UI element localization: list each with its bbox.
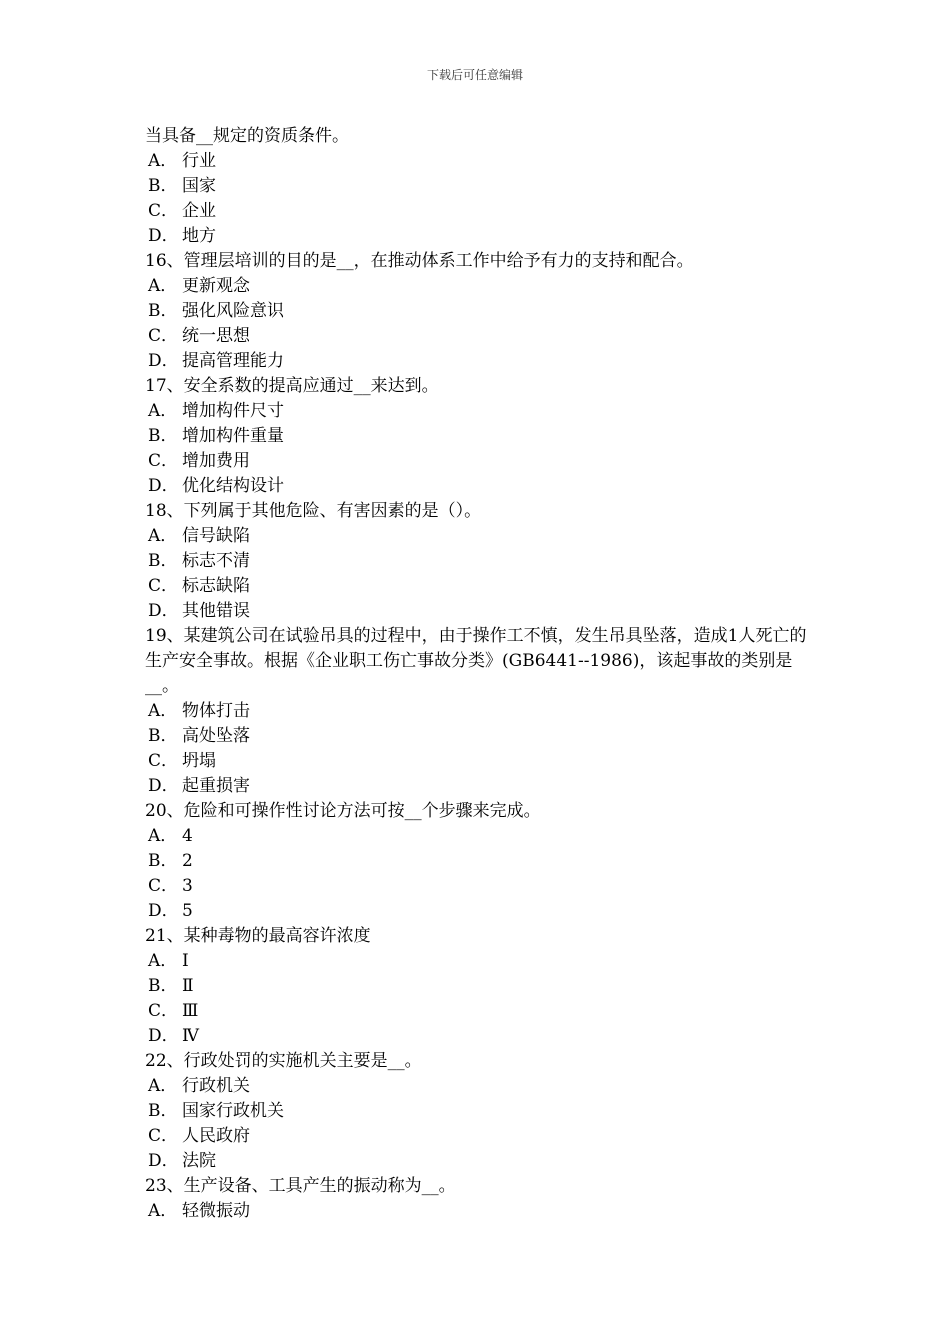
option-text: 2 — [182, 851, 193, 871]
option-d — [145, 474, 810, 499]
option-letter: B． — [148, 726, 178, 746]
option-c — [145, 199, 810, 224]
option-letter: A． — [148, 151, 178, 171]
option-text: 更新观念 — [182, 276, 250, 296]
option-text: 信号缺陷 — [182, 526, 250, 546]
option-text: 地方 — [182, 226, 216, 246]
option-letter: B． — [148, 301, 178, 321]
option-letter: A． — [148, 1201, 178, 1221]
option-text: 标志不清 — [182, 551, 250, 571]
option-b — [145, 849, 810, 874]
option-letter: C． — [148, 1001, 179, 1021]
question-stem: 19、某建筑公司在试验吊具的过程中，由于操作工不慎，发生吊具坠落，造成1人死亡的生产安全事故。根据《企业职工伤亡事故分类》(GB6441--1986)，该起事故的类别是__。 — [145, 626, 807, 696]
question-stem: 20、危险和可操作性讨论方法可按__个步骤来完成。 — [145, 801, 541, 821]
question-stem: 23、生产设备、工具产生的振动称为__。 — [145, 1176, 456, 1196]
option-text: 法院 — [182, 1151, 216, 1171]
option-a — [145, 524, 810, 549]
option-c — [145, 999, 810, 1024]
option-letter: D． — [148, 601, 179, 621]
option-d — [145, 224, 810, 249]
option-letter: A． — [148, 701, 178, 721]
option-d — [145, 1024, 810, 1049]
option-letter: D． — [148, 1151, 179, 1171]
option-text: 增加构件重量 — [182, 426, 284, 446]
option-c — [145, 324, 810, 349]
option-text: 增加构件尺寸 — [182, 401, 284, 421]
option-b — [145, 974, 810, 999]
option-a — [145, 149, 810, 174]
option-a — [145, 274, 810, 299]
option-letter: B． — [148, 851, 178, 871]
option-letter: D． — [148, 901, 179, 921]
option-b — [145, 549, 810, 574]
option-letter: D． — [148, 226, 179, 246]
option-text: 5 — [182, 901, 193, 921]
option-text: Ⅲ — [182, 1001, 199, 1021]
option-text: 标志缺陷 — [182, 576, 250, 596]
option-letter: C． — [148, 451, 179, 471]
option-a — [145, 1074, 810, 1099]
option-letter: C． — [148, 876, 179, 896]
option-text: 强化风险意识 — [182, 301, 284, 321]
option-text: 优化结构设计 — [182, 476, 284, 496]
option-letter: A． — [148, 826, 178, 846]
option-text: Ⅱ — [182, 976, 194, 996]
option-a — [145, 824, 810, 849]
option-d — [145, 349, 810, 374]
option-b — [145, 724, 810, 749]
document-body — [145, 124, 810, 1224]
option-b — [145, 174, 810, 199]
option-d — [145, 899, 810, 924]
page-header: 下载后可任意编辑 — [426, 68, 523, 82]
option-text: 统一思想 — [182, 326, 250, 346]
option-text: 坍塌 — [182, 751, 216, 771]
option-letter: C． — [148, 201, 179, 221]
option-letter: B． — [148, 551, 178, 571]
option-letter: A． — [148, 951, 178, 971]
option-d — [145, 774, 810, 799]
option-letter: D． — [148, 351, 179, 371]
option-b — [145, 1099, 810, 1124]
option-text: 增加费用 — [182, 451, 250, 471]
option-text: 企业 — [182, 201, 216, 221]
option-b — [145, 424, 810, 449]
option-letter: A． — [148, 401, 178, 421]
option-letter: B． — [148, 1101, 178, 1121]
option-c — [145, 574, 810, 599]
option-letter: A． — [148, 276, 178, 296]
option-text: Ⅳ — [182, 1026, 199, 1046]
question-stem: 22、行政处罚的实施机关主要是__。 — [145, 1051, 422, 1071]
option-letter: D． — [148, 476, 179, 496]
option-text: 国家行政机关 — [182, 1101, 284, 1121]
option-text: 轻微振动 — [182, 1201, 250, 1221]
option-text: 提高管理能力 — [182, 351, 284, 371]
option-a — [145, 1199, 810, 1224]
option-letter: C． — [148, 326, 179, 346]
option-letter: B． — [148, 176, 178, 196]
option-text: 行业 — [182, 151, 216, 171]
option-d — [145, 599, 810, 624]
option-a — [145, 399, 810, 424]
option-text: 4 — [182, 826, 193, 846]
option-text: 3 — [182, 876, 193, 896]
option-letter: B． — [148, 976, 178, 996]
option-letter: D． — [148, 1026, 179, 1046]
question-stem: 17、安全系数的提高应通过__来达到。 — [145, 376, 439, 396]
option-c — [145, 874, 810, 899]
option-c — [145, 449, 810, 474]
question-stem: 16、管理层培训的目的是__，在推动体系工作中给予有力的支持和配合。 — [145, 251, 694, 271]
option-text: 其他错误 — [182, 601, 250, 621]
option-letter: B． — [148, 426, 178, 446]
option-letter: C． — [148, 576, 179, 596]
option-d — [145, 1149, 810, 1174]
option-a — [145, 699, 810, 724]
option-letter: C． — [148, 1126, 179, 1146]
option-text: 行政机关 — [182, 1076, 250, 1096]
question-stem: 21、某种毒物的最高容许浓度 — [145, 926, 371, 946]
option-letter: A． — [148, 526, 178, 546]
option-c — [145, 1124, 810, 1149]
option-c — [145, 749, 810, 774]
option-letter: C． — [148, 751, 179, 771]
option-letter: A． — [148, 1076, 178, 1096]
question-stem: 18、下列属于其他危险、有害因素的是（）。 — [145, 501, 482, 521]
option-a — [145, 949, 810, 974]
option-text: 人民政府 — [182, 1126, 250, 1146]
option-letter: D． — [148, 776, 179, 796]
option-b — [145, 299, 810, 324]
option-text: Ⅰ — [182, 951, 189, 971]
option-text: 物体打击 — [182, 701, 250, 721]
option-text: 高处坠落 — [182, 726, 250, 746]
option-text: 国家 — [182, 176, 216, 196]
intro-stem: 当具备__规定的资质条件。 — [145, 126, 349, 146]
option-text: 起重损害 — [182, 776, 250, 796]
